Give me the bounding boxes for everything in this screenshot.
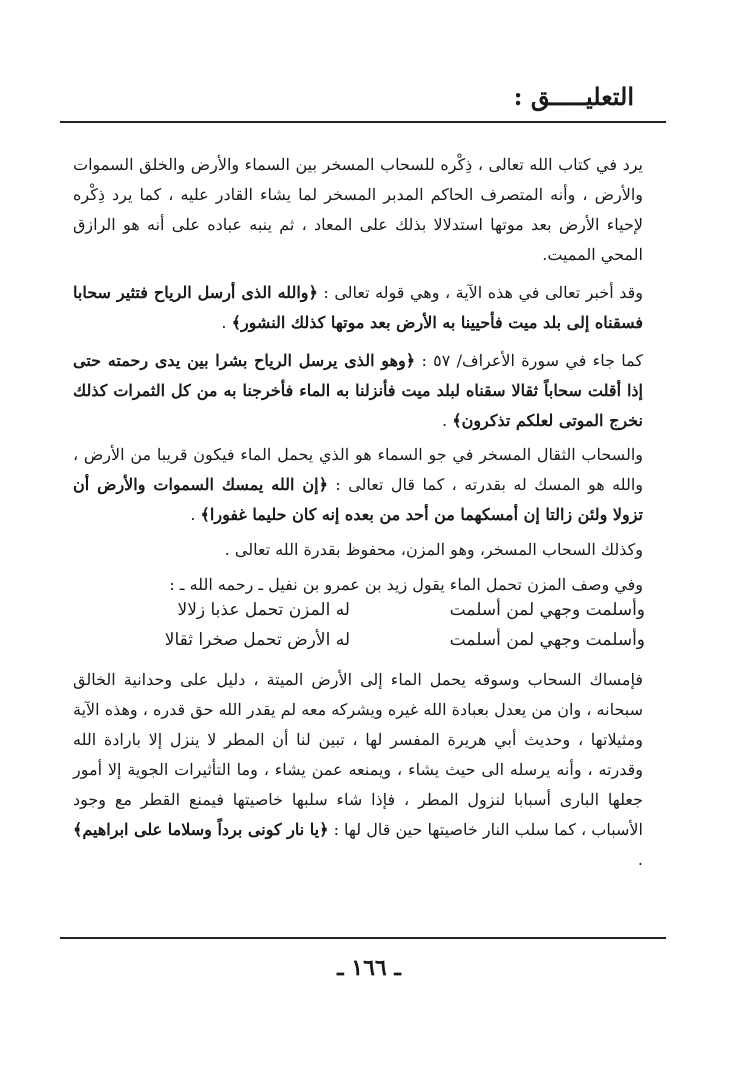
quran-quote-4: ﴿يا نار كونى برداً وسلاما على ابراهيم﴾ [73, 820, 329, 839]
paragraph-1: يرد في كتاب الله تعالى ، ذِكْره للسحاب المسخر بين السماء والأرض والخلق السموات والأرض ، وأنه المتصرف الحاكم المدبر المسخر لما يشاء القادر عليه ، كما يرد ذِكْره لإحياء الأرض بعد موتها استدلالا بذلك على المعاد ، ثم ينبه عباده على أنه هو الرازق المحي المميت. [73, 155, 643, 264]
poem-line-2-first-half: وأسلمت وجهي لمن أسلمت [449, 630, 645, 650]
paragraph-6: وفي وصف المزن تحمل الماء يقول زيد بن عمرو بن نفيل ـ رحمه الله ـ : [169, 575, 643, 594]
commentary-heading: التعليـــــق : [513, 82, 634, 111]
bottom-rule [60, 937, 666, 939]
quran-quote-1: ﴿والله الذى أرسل الرياح فتثير سحابا فسقناه إلى بلد ميت فأحيينا به الأرض بعد موتها كذلك النشور﴾ [73, 283, 643, 332]
paragraph-4 [73, 440, 643, 530]
paragraph-3-end: . [442, 411, 453, 430]
quran-quote-3: ﴿إن الله يمسك السموات والأرض أن تزولا ولئن زالتا إن أمسكهما من أحد من بعده إنه كان حليما غفورا﴾ [73, 475, 643, 524]
top-rule [60, 121, 666, 123]
paragraph-3-intro: كما جاء في سورة الأعراف/ ٥٧ : [421, 351, 644, 370]
poem-line-1-first-half: وأسلمت وجهي لمن أسلمت [449, 600, 645, 620]
paragraph-2-end: . [221, 313, 232, 332]
page-number: ـ ١٦٦ ـ [337, 955, 401, 981]
paragraph-7 [73, 665, 643, 875]
paragraph-3 [73, 346, 643, 436]
paragraph-7-intro: فإمساك السحاب وسوقه يحمل الماء إلى الأرض الميتة ، دليل على وحدانية الخالق سبحانه ، وان من يعدل بعبادة الله غيره ويشركه معه لم يقدر الله حق قدره ، وهذه الآية ومثيلاتها ، وحديث أبي هريرة المفسر لها ، تبين لنا أن المطر لا ينزل إلا بارادة الله وقدرته ، وأنه يرسله الى حيث يشاء ، ويمنعه عمن يشاء ، وما التأثيرات الجوية إلا أمور جعلها البارى أسبابا لنزول المطر ، فإذا شاء سلبها خاصيتها فيمنع القطر مع وجود الأسباب ، كما سلب النار خاصيتها حين قال لها : [73, 670, 644, 839]
quran-quote-2: ﴿وهو الذى يرسل الرياح بشرا بين يدى رحمته حتى إذا أقلت سحاباً ثقالا سقناه لبلد ميت فأنزلنا به الماء فأخرجنا به من كل الثمرات كذلك نخرج الموتى لعلكم تذكرون﴾ [73, 351, 643, 430]
paragraph-4-intro: والسحاب الثقال المسخر في جو السماء هو الذي يحمل الماء فيكون قريبا من الأرض ، والله هو المسك له بقدرته ، كما قال تعالى : [73, 445, 644, 494]
paragraph-2-intro: وقد أخبر تعالى في هذه الآية ، وهي قوله تعالى : [323, 283, 643, 302]
paragraph-7-end: . [637, 850, 643, 869]
poem-line-1-second-half: له المزن تحمل عذبا زلالا [177, 600, 350, 620]
paragraph-4-end: . [190, 505, 201, 524]
poem-line-2-second-half: له الأرض تحمل صخرا ثقالا [164, 630, 350, 650]
paragraph-2 [73, 278, 643, 338]
paragraph-5: وكذلك السحاب المسخر، وهو المزن، محفوظ بقدرة الله تعالى . [224, 540, 643, 559]
